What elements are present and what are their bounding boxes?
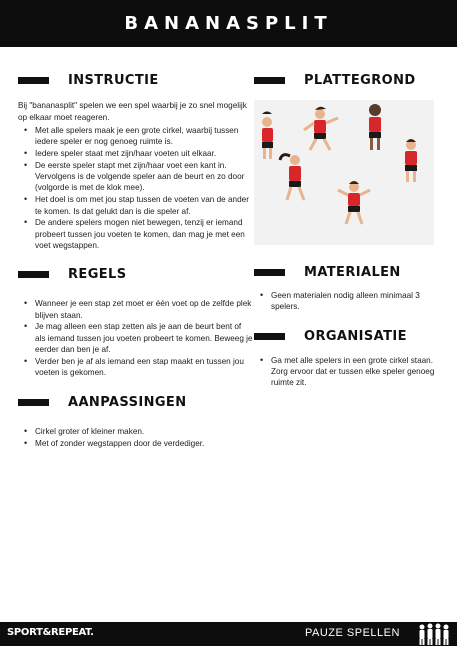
heading-bar	[254, 333, 285, 340]
player-figure	[304, 107, 338, 150]
intro-text: Bij "bananasplit" spelen we een spel waarbij je zo snel mogelijk op elkaar moet reageren.	[18, 101, 247, 122]
section-heading	[254, 327, 444, 347]
list-item: • De andere spelers mogen niet bewegen, tenzij er iemand probeert tussen jou voeten te komen, dan mag je met een voet wegstappen.	[18, 217, 253, 251]
left-column	[18, 70, 253, 450]
list-item: • Met alle spelers maak je een grote cirkel, waarbij tussen iedere speler er nog genoeg ruimte is.	[18, 125, 253, 148]
section-heading	[254, 262, 444, 282]
heading-bar	[254, 269, 285, 276]
section-title: AANPASSINGEN	[68, 394, 187, 410]
people-group-icon	[416, 623, 452, 645]
section-heading	[18, 70, 253, 90]
section-title: PLATTEGROND	[304, 72, 416, 88]
section-heading	[18, 392, 253, 412]
section-materialen	[254, 262, 444, 313]
heading-bar	[18, 77, 49, 84]
header-bar	[0, 0, 457, 47]
section-heading	[254, 70, 444, 90]
heading-bar	[18, 271, 49, 278]
list-item: • Ga met alle spelers in een grote cirkel staan. Zorg ervoor dat er tussen elke speler genoeg ruimte zit.	[254, 355, 444, 389]
regels-list	[18, 298, 253, 378]
section-heading	[18, 264, 253, 284]
brand-logo: SPORT&REPEAT.	[7, 627, 94, 638]
section-plattegrond	[254, 70, 444, 245]
player-figure	[369, 104, 381, 150]
organisatie-list	[254, 355, 444, 389]
category-label: PAUZE SPELLEN	[305, 627, 400, 639]
section-title: INSTRUCTIE	[68, 72, 159, 88]
list-item: • De eerste speler stapt met zijn/haar voet een kant in. Vervolgens is de volgende speler aan de beurt en zo door (volgorde is met de klok mee).	[18, 160, 253, 194]
list-item: • Het doel is om met jou stap tussen de voeten van de ander te komen. Is dat gelukt dan is die speler af.	[18, 194, 253, 217]
section-organisatie	[254, 327, 444, 389]
heading-bar	[18, 399, 49, 406]
list-item: • Cirkel groter of kleiner maken.	[18, 426, 253, 437]
player-figure	[280, 155, 304, 200]
page-title: BANANASPLIT	[124, 13, 333, 34]
materialen-list	[254, 290, 444, 313]
list-item: • Wanneer je een stap zet moet er één voet op de zelfde plek blijven staan.	[18, 298, 253, 321]
aanpassingen-list	[18, 426, 253, 449]
section-instructie	[18, 70, 253, 251]
list-item: • Geen materialen nodig alleen minimaal 3 spelers.	[254, 290, 444, 313]
player-figure	[405, 139, 417, 182]
list-item: • Verder ben je af als iemand een stap maakt en tussen jou voeten is gekomen.	[18, 356, 253, 379]
heading-bar	[254, 77, 285, 84]
player-figure	[338, 181, 370, 224]
section-title: MATERIALEN	[304, 264, 401, 280]
list-item: • Iedere speler staat met zijn/haar voeten uit elkaar.	[18, 148, 253, 159]
list-item: • Met of zonder wegstappen door de verdediger.	[18, 438, 253, 449]
instructie-list	[18, 125, 253, 251]
footer-bar	[0, 622, 457, 646]
list-item: • Je mag alleen een stap zetten als je aan de beurt bent of als iemand tussen jou voeten probeert te komen. Beweeg je eerder dan ben je af.	[18, 321, 253, 355]
section-title: REGELS	[68, 266, 127, 282]
players-circle-image	[254, 100, 434, 245]
section-regels	[18, 264, 253, 378]
section-aanpassingen	[18, 392, 253, 449]
right-column	[254, 70, 444, 389]
playing-field-illustration	[254, 100, 434, 245]
section-title: ORGANISATIE	[304, 329, 407, 345]
player-figure	[262, 112, 273, 160]
